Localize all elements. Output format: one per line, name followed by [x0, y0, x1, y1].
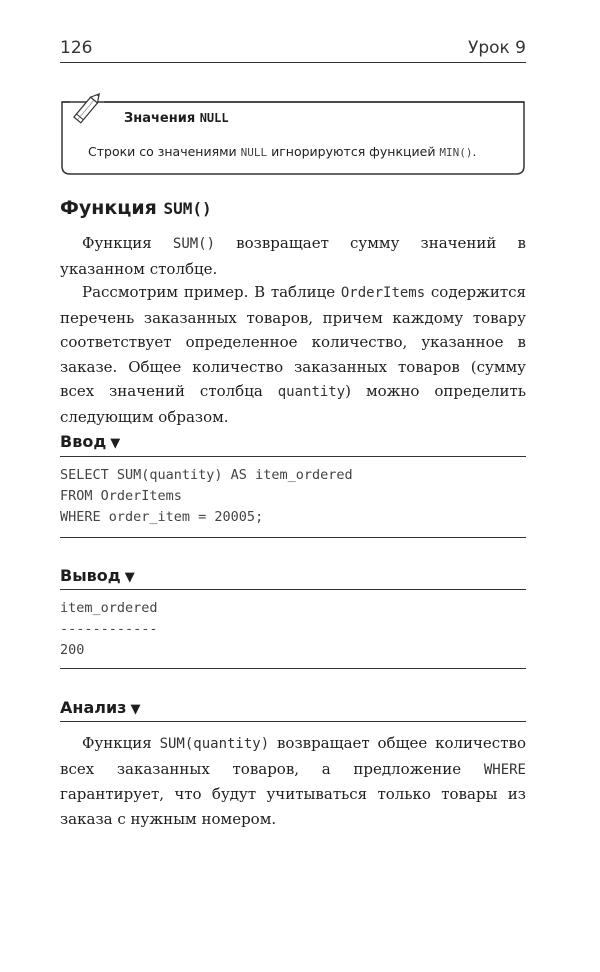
output-label: Вывод ▼	[60, 566, 135, 585]
code-line: 200	[60, 642, 85, 658]
triangle-down-icon: ▼	[110, 436, 121, 451]
note-frame	[60, 96, 526, 176]
output-code-block	[60, 598, 158, 661]
page-header	[60, 36, 526, 63]
output-bottom-rule	[60, 668, 526, 669]
triangle-down-icon: ▼	[130, 702, 141, 717]
code-line: item_ordered	[60, 600, 158, 616]
analysis-label: Анализ ▼	[60, 698, 141, 717]
chapter-title: Урок 9	[467, 38, 526, 58]
paragraph-example: Рассмотрим пример. В таблице OrderItems содержится перечень заказанных товаров, причем каждому товару соответствует определенное количество, указанное в заказе. Общее количество заказанных товаров (сумму всех значений столбца quantity) можно определить следующим образом.	[60, 283, 527, 426]
note-box	[60, 96, 526, 174]
paragraph-analysis: Функция SUM(quantity) возвращает общее количество всех заказанных товаров, а предложение WHERE гарантирует, что будут учитываться только товары из заказа с нужным номером.	[60, 734, 526, 828]
code-line: FROM OrderItems	[60, 488, 182, 504]
pencil-icon	[68, 86, 108, 128]
code-line: WHERE order_item = 20005;	[60, 509, 264, 525]
page-number: 126	[60, 38, 93, 58]
note-text: Строки со значениями NULL игнорируются функцией MIN().	[88, 144, 477, 159]
section-title: Функция SUM()	[60, 197, 212, 219]
output-top-rule	[60, 589, 526, 590]
code-line: SELECT SUM(quantity) AS item_ordered	[60, 467, 353, 483]
triangle-down-icon: ▼	[124, 570, 135, 585]
code-line: ------------	[60, 621, 158, 637]
note-title: Значения NULL	[124, 111, 229, 126]
input-top-rule	[60, 456, 526, 457]
input-code-block	[60, 465, 353, 528]
analysis-rule	[60, 721, 526, 722]
paragraph-intro: Функция SUM() возвращает сумму значений в указанном столбце.	[60, 234, 526, 278]
input-label: Ввод ▼	[60, 432, 121, 451]
input-bottom-rule	[60, 537, 526, 538]
